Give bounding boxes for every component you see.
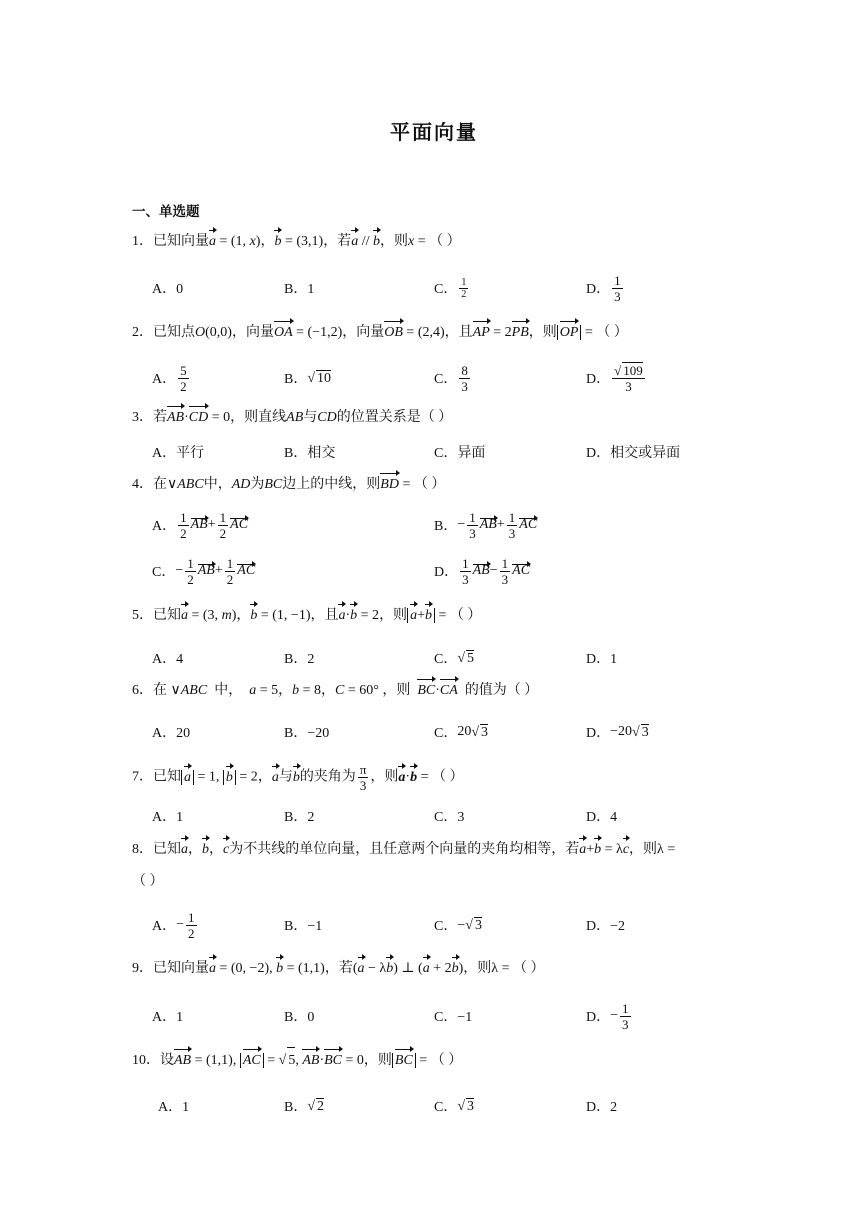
option-c[interactable]: C． −√ 3 xyxy=(434,917,482,934)
section-heading: 一、单选题 xyxy=(132,204,200,220)
options-8 xyxy=(152,905,752,945)
question-2: 2．已知点O(0,0)，向量OA = (−1,2)，向量OB = (2,4)，且AP = 2PB，则 OP = （ ） xyxy=(132,320,742,346)
option-a[interactable]: A． $\frac{1}{2}$ AB + $\frac{1}{2}$ AC xyxy=(152,509,249,541)
option-c[interactable]: C． $\frac{8}{3}$ xyxy=(434,362,468,394)
option-a[interactable]: A．0 xyxy=(152,282,184,297)
options-7 xyxy=(152,796,752,836)
option-c[interactable]: C．异面 xyxy=(434,446,486,461)
question-7: 7．已知 a = 1, b = 2，a与b的夹角为 $\frac{\pi}{3}$ ，则a·b = （ ） xyxy=(132,762,464,793)
option-c[interactable]: C． $\frac{1}{2}$ xyxy=(434,276,467,300)
option-c[interactable]: C．−1 xyxy=(434,1010,473,1025)
option-b[interactable]: B． − $\frac{1}{3}$ AB + $\frac{1}{3}$ AC xyxy=(434,509,538,541)
option-a[interactable]: A．20 xyxy=(152,726,191,741)
option-d[interactable]: D．相交或异面 xyxy=(586,446,681,461)
option-c[interactable]: C． 20 √ 3 xyxy=(434,724,489,741)
question-number: 3． xyxy=(132,410,153,425)
option-c[interactable]: C． − $\frac{1}{2}$ AB + $\frac{1}{2}$ AC xyxy=(152,555,256,587)
question-number: 2． xyxy=(132,325,153,340)
math: x = xyxy=(407,234,430,249)
option-d[interactable]: D． −20 √ 3 xyxy=(586,724,649,741)
page-title: 平面向量 xyxy=(390,120,478,144)
options-9 xyxy=(152,996,752,1036)
question-number: 5． xyxy=(132,608,153,623)
option-b[interactable]: B． √ 10 xyxy=(284,370,332,387)
option-a[interactable]: A．4 xyxy=(152,652,184,667)
question-3: 3．若AB·CD = 0，则直线AB与CD的位置关系是（ ） xyxy=(132,405,742,431)
question-8: 8．已知a，b，c为不共线的单位向量，且任意两个向量的夹角均相等，若a+b = λc，则λ = xyxy=(132,837,752,863)
question-4: 4．在∨ABC中，AD为BC边上的中线，则BD = （ ） xyxy=(132,472,742,498)
option-a[interactable]: A．1 xyxy=(152,810,184,825)
option-c[interactable]: C． √ 3 xyxy=(434,1098,475,1115)
option-b[interactable]: B．0 xyxy=(284,1010,315,1025)
math: a = (1, x) xyxy=(209,234,260,249)
option-b[interactable]: B．−1 xyxy=(284,919,323,934)
options-3 xyxy=(152,432,752,472)
option-b[interactable]: B．相交 xyxy=(284,446,336,461)
option-c[interactable]: C．3 xyxy=(434,810,465,825)
question-number: 1． xyxy=(132,234,153,249)
options-6 xyxy=(152,712,752,752)
option-d[interactable]: D． $\frac{1}{3}$ AB − $\frac{1}{3}$ AC xyxy=(434,555,531,587)
option-d[interactable]: D． $\frac{1}{3}$ xyxy=(586,272,621,304)
option-a[interactable]: A．1 xyxy=(152,1010,184,1025)
question-number: 8． xyxy=(132,842,153,857)
option-b[interactable]: B．1 xyxy=(284,282,315,297)
question-number: 9． xyxy=(132,961,153,976)
question-number: 10． xyxy=(132,1053,160,1068)
question-1: 1．已知向量a = (1, x)，b = (3,1)，若a // b，则x = （ ） xyxy=(132,229,742,255)
option-c[interactable]: C． √ 5 xyxy=(434,650,475,667)
option-d[interactable]: D．4 xyxy=(586,810,618,825)
option-a[interactable]: A． $\frac{5}{2}$ xyxy=(152,362,187,394)
options-1 xyxy=(152,268,752,308)
question-5: 5．已知a = (3, m)，b = (1, −1)，且a·b = 2，则 a+b = （ ） xyxy=(132,603,742,629)
question-number: 4． xyxy=(132,477,153,492)
option-a[interactable]: A． − $\frac{1}{2}$ xyxy=(152,909,195,941)
question-10: 10．设AB = (1,1), AC = √ 5, AB·BC = 0，则 BC = （ ） xyxy=(132,1047,742,1073)
option-b[interactable]: B． √ 2 xyxy=(284,1098,325,1115)
option-d[interactable]: D．2 xyxy=(586,1100,618,1115)
question-number: 7． xyxy=(132,769,153,785)
question-8-tail: （ ） xyxy=(132,874,164,889)
option-d[interactable]: D．1 xyxy=(586,652,618,667)
option-b[interactable]: B．−20 xyxy=(284,726,330,741)
options-4b xyxy=(152,551,752,591)
math: a // b xyxy=(351,234,380,249)
options-5 xyxy=(152,638,752,678)
options-4a xyxy=(152,505,752,545)
options-10 xyxy=(158,1086,758,1126)
question-number: 6． xyxy=(132,683,153,698)
option-d[interactable]: D． $\frac{√ 109}{3}$ xyxy=(586,363,643,394)
math: b = (3,1) xyxy=(274,234,323,249)
option-a[interactable]: A．平行 xyxy=(152,446,205,461)
option-d[interactable]: D． − $\frac{1}{3}$ xyxy=(586,1000,629,1032)
question-9: 9．已知向量a = (0, −2), b = (1,1)，若(a − λb) ⊥ (a + 2b)，则λ = （ ） xyxy=(132,956,742,982)
option-a[interactable]: A．1 xyxy=(158,1100,190,1115)
option-b[interactable]: B．2 xyxy=(284,810,315,825)
question-6: 6．在 ∨ABC 中， a = 5，b = 8，C = 60° ，则 BC·CA 的值为（ ） xyxy=(132,678,742,704)
option-b[interactable]: B．2 xyxy=(284,652,315,667)
option-d[interactable]: D．−2 xyxy=(586,919,626,934)
options-2 xyxy=(152,358,752,398)
